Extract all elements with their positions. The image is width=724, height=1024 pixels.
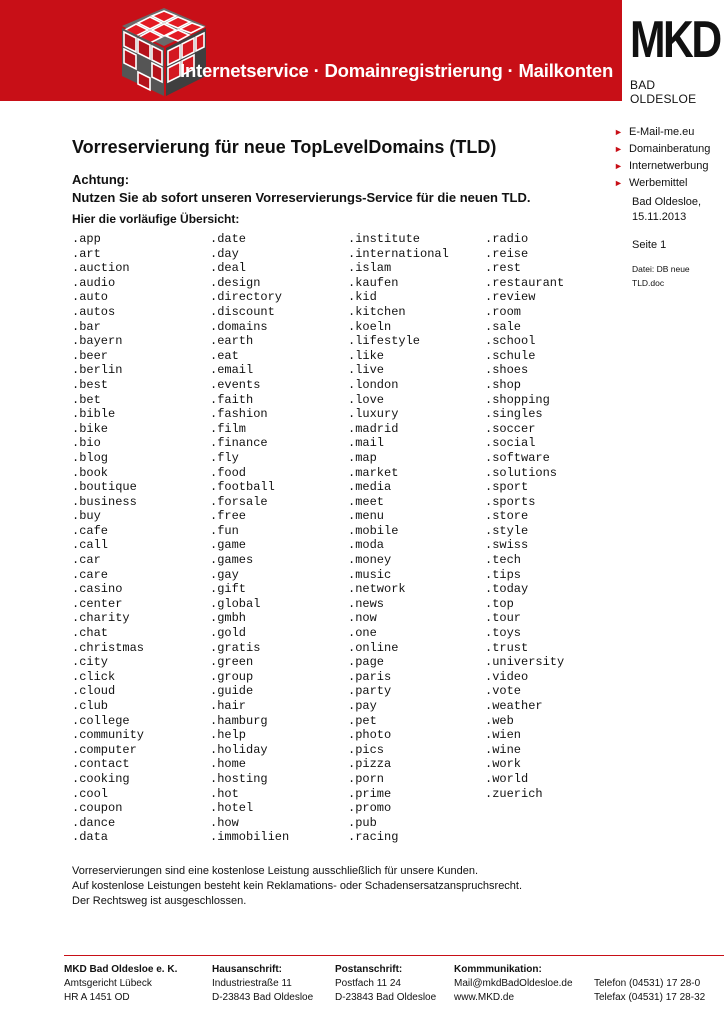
tld-item: .deal <box>210 261 247 276</box>
triangle-right-icon: ► <box>614 144 623 154</box>
tld-item: .mail <box>348 436 385 451</box>
footer-line: Telefon (04531) 17 28-0 <box>594 978 701 989</box>
tld-item: .football <box>210 480 275 495</box>
footer-email-link[interactable]: Mail@mkdBadOldesloe.de <box>454 978 573 989</box>
tld-item: .tips <box>485 567 522 582</box>
rubik-cube-icon <box>118 6 210 98</box>
tld-item: .call <box>72 538 109 553</box>
tld-item: .blog <box>72 450 109 465</box>
tld-item: .contact <box>72 757 130 772</box>
tld-item: .weather <box>485 699 543 713</box>
tld-item: .film <box>210 421 247 436</box>
tld-item: .pizza <box>348 757 392 772</box>
tld-column <box>210 232 350 845</box>
tld-item: .pet <box>348 713 377 728</box>
tld-item: .lifestyle <box>348 334 421 349</box>
tld-item: .room <box>485 304 522 319</box>
tld-item: .one <box>348 626 377 641</box>
tld-item: .news <box>348 596 385 611</box>
footer-divider <box>64 955 724 956</box>
tld-item: .guide <box>210 684 254 699</box>
logo-subtitle: BAD OLDESLOE <box>630 78 697 106</box>
tld-item: .sport <box>485 480 529 495</box>
sidebar-item-email-me[interactable] <box>614 124 710 141</box>
tld-item: .car <box>72 553 101 568</box>
tld-item: .forsale <box>210 494 268 509</box>
tld-item: .promo <box>348 801 392 816</box>
tld-item: .eat <box>210 348 239 363</box>
tld-item: .care <box>72 567 109 582</box>
tld-item: .pay <box>348 699 377 713</box>
tld-item: .like <box>348 348 385 363</box>
sidebar-nav <box>614 124 710 192</box>
tld-item: .gratis <box>210 640 261 655</box>
document-title: Vorreservierung für neue TopLevelDomains (TLD) <box>72 137 497 157</box>
tld-item: .date <box>210 232 247 246</box>
tld-column <box>485 232 625 801</box>
tld-item: .data <box>72 830 109 845</box>
file-label: Datei: DB neue <box>632 264 690 274</box>
tld-item: .hosting <box>210 771 268 786</box>
tld-item: .restaurant <box>485 275 565 290</box>
tld-item: .beer <box>72 348 109 363</box>
page-number: Seite 1 <box>632 239 667 251</box>
tld-item: .audio <box>72 275 116 290</box>
tld-item: .moda <box>348 538 385 553</box>
tld-item: .sports <box>485 494 536 509</box>
tld-item: .map <box>348 450 377 465</box>
tld-item: .holiday <box>210 742 268 757</box>
tld-item: .cafe <box>72 523 109 538</box>
note-line: Der Rechtsweg ist ausgeschlossen. <box>72 895 247 907</box>
tld-item: .cloud <box>72 684 116 699</box>
tld-item: .pub <box>348 815 377 830</box>
note-line: Auf kostenlose Leistungen besteht kein Reklamations- oder Schadensersatzanspruchsrecht. <box>72 880 523 892</box>
tld-item: .university <box>485 655 565 670</box>
tld-item: .racing <box>348 830 399 845</box>
tld-item: .club <box>72 699 109 713</box>
tld-item: .gold <box>210 626 247 641</box>
tld-item: .home <box>210 757 247 772</box>
footer-company <box>64 963 177 1005</box>
tld-item: .solutions <box>485 465 558 480</box>
sidebar-item-label: Werbemittel <box>629 177 688 189</box>
tld-item: .top <box>485 596 514 611</box>
tld-item: .video <box>485 669 529 684</box>
tld-item: .bayern <box>72 334 123 349</box>
tld-item: .art <box>72 246 101 261</box>
tld-item: .computer <box>72 742 137 757</box>
tld-item: .christmas <box>72 640 145 655</box>
sidebar-item-werbemittel[interactable] <box>614 175 710 192</box>
tld-item: .work <box>485 757 522 772</box>
footer-address <box>212 963 313 1005</box>
tld-item: .page <box>348 655 385 670</box>
tld-item: .domains <box>210 319 268 334</box>
tld-item: .school <box>485 334 536 349</box>
tld-column <box>348 232 488 845</box>
tld-item: .how <box>210 815 239 830</box>
tld-item: .hotel <box>210 801 254 816</box>
tld-item: .bar <box>72 319 101 334</box>
tld-item: .berlin <box>72 363 123 378</box>
sidebar-item-internetwerbung[interactable] <box>614 158 710 175</box>
footer-heading: Kommmunikation: <box>454 964 542 975</box>
tld-item: .international <box>348 246 449 261</box>
tld-item: .rest <box>485 261 522 276</box>
banner-title: Internetservice · Domainregistrierung · Mailkonten <box>180 60 614 81</box>
tld-item: .sale <box>485 319 522 334</box>
tld-item: .mobile <box>348 523 399 538</box>
tld-item: .institute <box>348 232 421 246</box>
tld-item: .cool <box>72 786 109 801</box>
tld-item: .prime <box>348 786 392 801</box>
place: Bad Oldesloe, <box>632 196 702 208</box>
tld-item: .kaufen <box>348 275 399 290</box>
tld-item: .party <box>348 684 392 699</box>
tld-item: .boutique <box>72 480 137 495</box>
footer-line: Amtsgericht Lübeck <box>64 978 152 989</box>
tld-item: .koeln <box>348 319 392 334</box>
tld-item: .best <box>72 377 109 392</box>
sidebar-item-label: E-Mail-me.eu <box>629 126 695 138</box>
tld-item: .bible <box>72 407 116 422</box>
tld-item: .trust <box>485 640 529 655</box>
tld-item: .charity <box>72 611 130 626</box>
tld-item: .email <box>210 363 254 378</box>
footer-heading: Hausanschrift: <box>212 964 283 975</box>
tld-item: .help <box>210 728 247 743</box>
tld-item: .review <box>485 290 536 305</box>
footer-line: HR A 1451 OD <box>64 992 130 1003</box>
tld-item: .singles <box>485 407 543 422</box>
tld-item: .city <box>72 655 109 670</box>
sidebar-item-label: Internetwerbung <box>629 160 709 172</box>
tld-item: .free <box>210 509 247 524</box>
tld-item: .radio <box>485 232 529 246</box>
sidebar-item-label: Domainberatung <box>629 143 711 155</box>
tld-item: .wien <box>485 728 522 743</box>
file-info <box>632 262 722 290</box>
tld-item: .click <box>72 669 116 684</box>
tld-item: .fun <box>210 523 239 538</box>
tld-item: .live <box>348 363 385 378</box>
tld-item: .immobilien <box>210 830 290 845</box>
tld-item: .shoes <box>485 363 529 378</box>
tld-item: .meet <box>348 494 385 509</box>
header-banner <box>0 0 724 106</box>
tld-item: .day <box>210 246 239 261</box>
footer-website-link[interactable]: www.MKD.de <box>454 992 515 1003</box>
tld-item: .food <box>210 465 247 480</box>
tld-item: .gmbh <box>210 611 247 626</box>
file-name: TLD.doc <box>632 278 665 288</box>
tld-item: .toys <box>485 626 522 641</box>
tld-item: .center <box>72 596 123 611</box>
tld-item: .autos <box>72 304 116 319</box>
tld-item: .social <box>485 436 536 451</box>
tld-item: .world <box>485 771 529 786</box>
tld-item: .green <box>210 655 254 670</box>
tld-item: .paris <box>348 669 392 684</box>
tld-item: .games <box>210 553 254 568</box>
tld-item: .fashion <box>210 407 268 422</box>
tld-item: .media <box>348 480 392 495</box>
triangle-right-icon: ► <box>614 127 623 137</box>
footer-line: Postfach 11 24 <box>335 978 401 989</box>
tld-item: .directory <box>210 290 283 305</box>
tld-item: .buy <box>72 509 101 524</box>
tld-item: .shop <box>485 377 522 392</box>
tld-item: .reise <box>485 246 529 261</box>
tld-item: .hamburg <box>210 713 268 728</box>
footer-heading: MKD Bad Oldesloe e. K. <box>64 964 178 975</box>
tld-item: .global <box>210 596 261 611</box>
footer-line: Telefax (04531) 17 28-32 <box>594 992 706 1003</box>
tld-item: .hair <box>210 699 247 713</box>
company-logo <box>620 0 724 106</box>
tld-item: .fly <box>210 450 239 465</box>
tld-item: .schule <box>485 348 536 363</box>
tld-item: .game <box>210 538 247 553</box>
footer-phone <box>594 977 705 1005</box>
tld-item: .porn <box>348 771 385 786</box>
tld-column <box>72 232 212 845</box>
tld-item: .kid <box>348 290 377 305</box>
tld-item: .vote <box>485 684 522 699</box>
triangle-right-icon: ► <box>614 161 623 171</box>
tld-item: .shopping <box>485 392 550 407</box>
tld-item: .music <box>348 567 392 582</box>
tld-item: .bio <box>72 436 101 451</box>
footer-line: Industriestraße 11 <box>212 978 292 989</box>
tld-item: .luxury <box>348 407 399 422</box>
tld-item: .tech <box>485 553 522 568</box>
note-line: Vorreservierungen sind eine kostenlose Leistung ausschließlich für unsere Kunden. <box>72 865 479 877</box>
tld-item: .dance <box>72 815 116 830</box>
tld-item: .soccer <box>485 421 536 436</box>
tld-item: .now <box>348 611 377 626</box>
tld-item: .online <box>348 640 399 655</box>
terms-notes <box>72 864 522 909</box>
logo-text: MKD <box>630 11 720 69</box>
tld-item: .hot <box>210 786 239 801</box>
tld-item: .software <box>485 450 550 465</box>
tld-item: .gift <box>210 582 247 597</box>
footer-heading: Postanschrift: <box>335 964 403 975</box>
tld-item: .design <box>210 275 261 290</box>
tld-item: .auto <box>72 290 109 305</box>
footer-communication <box>454 963 573 1005</box>
tld-item: .kitchen <box>348 304 406 319</box>
tld-item: .network <box>348 582 406 597</box>
tld-item: .today <box>485 582 529 597</box>
tld-item: .cooking <box>72 771 130 786</box>
tld-item: .swiss <box>485 538 529 553</box>
date: 15.11.2013 <box>632 211 687 223</box>
sidebar-item-domainberatung[interactable] <box>614 141 710 158</box>
attention-text: Nutzen Sie ab sofort unseren Vorreservierungs-Service für die neuen TLD. <box>72 190 531 205</box>
document-place-date <box>632 195 701 225</box>
tld-item: .photo <box>348 728 392 743</box>
tld-item: .bike <box>72 421 109 436</box>
tld-item: .business <box>72 494 137 509</box>
tld-item: .market <box>348 465 399 480</box>
tld-item: .book <box>72 465 109 480</box>
tld-item: .group <box>210 669 254 684</box>
tld-item: .tour <box>485 611 522 626</box>
tld-item: .auction <box>72 261 130 276</box>
tld-item: .faith <box>210 392 254 407</box>
tld-item: .web <box>485 713 514 728</box>
tld-item: .money <box>348 553 392 568</box>
tld-item: .casino <box>72 582 123 597</box>
tld-item: .wine <box>485 742 522 757</box>
tld-item: .pics <box>348 742 385 757</box>
tld-item: .chat <box>72 626 109 641</box>
footer-line: D-23843 Bad Oldesloe <box>212 992 314 1003</box>
tld-item: .islam <box>348 261 392 276</box>
overview-label: Hier die vorläufige Übersicht: <box>72 212 240 226</box>
tld-item: .discount <box>210 304 275 319</box>
tld-item: .love <box>348 392 385 407</box>
tld-item: .coupon <box>72 801 123 816</box>
tld-item: .community <box>72 728 145 743</box>
tld-item: .finance <box>210 436 268 451</box>
tld-item: .store <box>485 509 529 524</box>
tld-item: .app <box>72 232 101 246</box>
triangle-right-icon: ► <box>614 178 623 188</box>
tld-item: .events <box>210 377 261 392</box>
tld-item: .madrid <box>348 421 399 436</box>
footer-postal <box>335 963 436 1005</box>
footer-line: D-23843 Bad Oldesloe <box>335 992 437 1003</box>
tld-item: .zuerich <box>485 786 543 801</box>
tld-item: .earth <box>210 334 254 349</box>
tld-item: .gay <box>210 567 239 582</box>
attention-label: Achtung: <box>72 172 130 187</box>
tld-item: .menu <box>348 509 385 524</box>
tld-item: .style <box>485 523 529 538</box>
tld-item: .london <box>348 377 399 392</box>
tld-item: .bet <box>72 392 101 407</box>
tld-item: .college <box>72 713 130 728</box>
